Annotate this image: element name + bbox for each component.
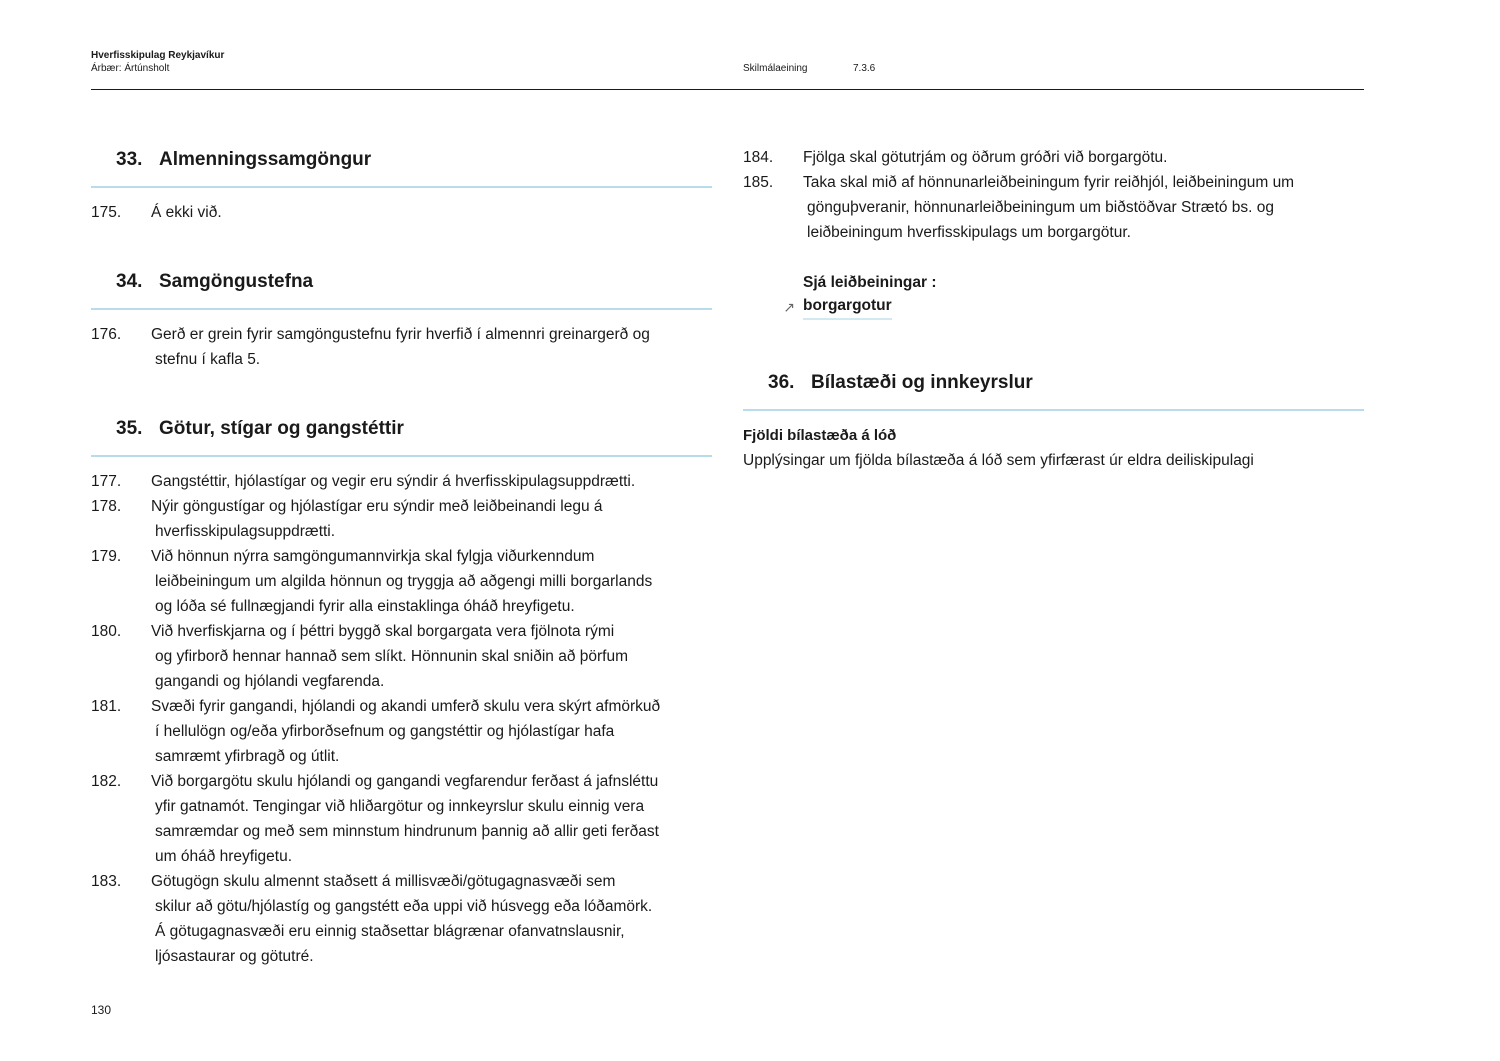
section-heading	[91, 414, 712, 444]
section-heading	[743, 368, 1364, 398]
paragraph-line: hverfisskipulagsuppdrætti.	[155, 523, 336, 540]
section-heading-title: Götur, stígar og gangstéttir	[159, 418, 404, 439]
paragraph-line: Gerð er grein fyrir samgöngustefnu fyrir hverfið í almennri greinargerð og	[151, 326, 650, 343]
paragraph-line: stefnu í kafla 5.	[155, 351, 261, 368]
paragraph-number: 182.	[91, 773, 122, 790]
paragraph-line: um óháð hreyfigetu.	[155, 848, 293, 865]
paragraph-line: Taka skal mið af hönnunarleiðbeiningum fyrir reiðhjól, leiðbeiningum um	[803, 174, 1295, 191]
paragraph	[91, 619, 712, 694]
arrow-up-right-icon: ↗	[783, 299, 795, 315]
paragraph	[743, 145, 1364, 170]
paragraph-line: Á ekki við.	[151, 204, 222, 221]
guideline-link[interactable]	[743, 295, 1364, 320]
section-heading	[91, 267, 712, 297]
paragraph	[91, 769, 712, 869]
left-column	[91, 145, 712, 969]
paragraph	[91, 544, 712, 619]
paragraph-number: 185.	[743, 174, 774, 191]
paragraph-number: 179.	[91, 548, 122, 565]
paragraph	[91, 869, 712, 969]
right-column	[743, 145, 1364, 473]
section-heading-number: 36.	[768, 372, 795, 393]
paragraph	[91, 322, 712, 372]
document-subtitle: Árbær: Ártúnsholt	[91, 63, 170, 74]
paragraph-line: og yfirborð hennar hannað sem slíkt. Hönnunin skal sniðin að þörfum	[155, 648, 629, 665]
paragraph	[91, 694, 712, 769]
header-divider	[91, 89, 1364, 90]
guideline-link-text[interactable]: borgargotur	[803, 295, 892, 320]
paragraph-line: gangandi og hjólandi vegfarenda.	[155, 673, 385, 690]
paragraph-number: 177.	[91, 473, 122, 490]
paragraph-number: 183.	[91, 873, 122, 890]
paragraph-line: Við hverfiskjarna og í þéttri byggð skal borgargata vera fjölnota rými	[151, 623, 615, 640]
section-divider	[91, 455, 712, 457]
paragraph-line: skilur að götu/hjólastíg og gangstétt eða uppi við húsvegg eða lóðamörk.	[155, 898, 653, 915]
paragraph	[91, 469, 712, 494]
see-guidelines-label: Sjá leiðbeiningar :	[803, 274, 937, 291]
section-divider	[91, 186, 712, 188]
paragraph-line: leiðbeiningum hverfisskipulags um borgargötur.	[807, 224, 1131, 241]
paragraph-line: ljósastaurar og götutré.	[155, 948, 314, 965]
paragraph-line: Við hönnun nýrra samgöngumannvirkja skal fylgja viðurkenndum	[151, 548, 595, 565]
parking-subheading: Fjöldi bílastæða á lóð	[743, 427, 897, 444]
section-number: 7.3.6	[853, 63, 876, 74]
paragraph-number: 184.	[743, 149, 774, 166]
paragraph-line: Gangstéttir, hjólastígar og vegir eru sýndir á hverfisskipulagsuppdrætti.	[151, 473, 636, 490]
paragraph	[91, 494, 712, 544]
paragraph-line: Við borgargötu skulu hjólandi og gangandi vegfarendur ferðast á jafnsléttu	[151, 773, 659, 790]
paragraph-number: 176.	[91, 326, 122, 343]
section-label: Skilmálaeining	[743, 63, 808, 74]
paragraph	[91, 200, 712, 225]
paragraph-line: Fjölga skal götutrjám og öðrum gróðri við borgargötu.	[803, 149, 1168, 166]
paragraph-line: gönguþveranir, hönnunarleiðbeiningum um biðstöðvar Strætó bs. og	[807, 199, 1275, 216]
paragraph-line: Götugögn skulu almennt staðsett á millisvæði/götugagnasvæði sem	[151, 873, 616, 890]
document-title: Hverfisskipulag Reykjavíkur	[91, 50, 225, 61]
section-heading-title: Bílastæði og innkeyrslur	[811, 372, 1033, 393]
paragraph-number: 180.	[91, 623, 122, 640]
paragraph-number: 181.	[91, 698, 122, 715]
page-number: 130	[91, 1003, 112, 1017]
parking-text: Upplýsingar um fjölda bílastæða á lóð sem yfirfærast úr eldra deiliskipulagi	[743, 452, 1254, 469]
paragraph-line: samræmdar og með sem minnstum hindrunum þannig að allir geti ferðast	[155, 823, 659, 840]
section-divider	[91, 308, 712, 310]
section-heading-title: Samgöngustefna	[159, 271, 314, 292]
paragraph-line: í hellulögn og/eða yfirborðsefnum og gangstéttir og hjólastígar hafa	[155, 723, 615, 740]
paragraph-number: 178.	[91, 498, 122, 515]
paragraph-number: 175.	[91, 204, 122, 221]
paragraph-line: samræmt yfirbragð og útlit.	[155, 748, 340, 765]
paragraph-line: Svæði fyrir gangandi, hjólandi og akandi umferð skulu vera skýrt afmörkuð	[151, 698, 661, 715]
section-divider	[743, 409, 1364, 411]
section-heading-number: 33.	[116, 149, 143, 170]
paragraph	[743, 170, 1364, 245]
paragraph-line: leiðbeiningum um algilda hönnun og tryggja að aðgengi milli borgarlands	[155, 573, 653, 590]
section-heading-number: 35.	[116, 418, 143, 439]
paragraph-line: Á götugagnasvæði eru einnig staðsettar blágrænar ofanvatnslausnir,	[155, 923, 625, 940]
paragraph-line: og lóða sé fullnægjandi fyrir alla einstaklinga óháð hreyfigetu.	[155, 598, 575, 615]
section-heading	[91, 145, 712, 175]
section-heading-number: 34.	[116, 271, 143, 292]
section-heading-title: Almenningssamgöngur	[159, 149, 372, 170]
paragraph-line: Nýir göngustígar og hjólastígar eru sýndir með leiðbeinandi legu á	[151, 498, 603, 515]
paragraph-line: yfir gatnamót. Tengingar við hliðargötur og innkeyrslur skulu einnig vera	[155, 798, 645, 815]
